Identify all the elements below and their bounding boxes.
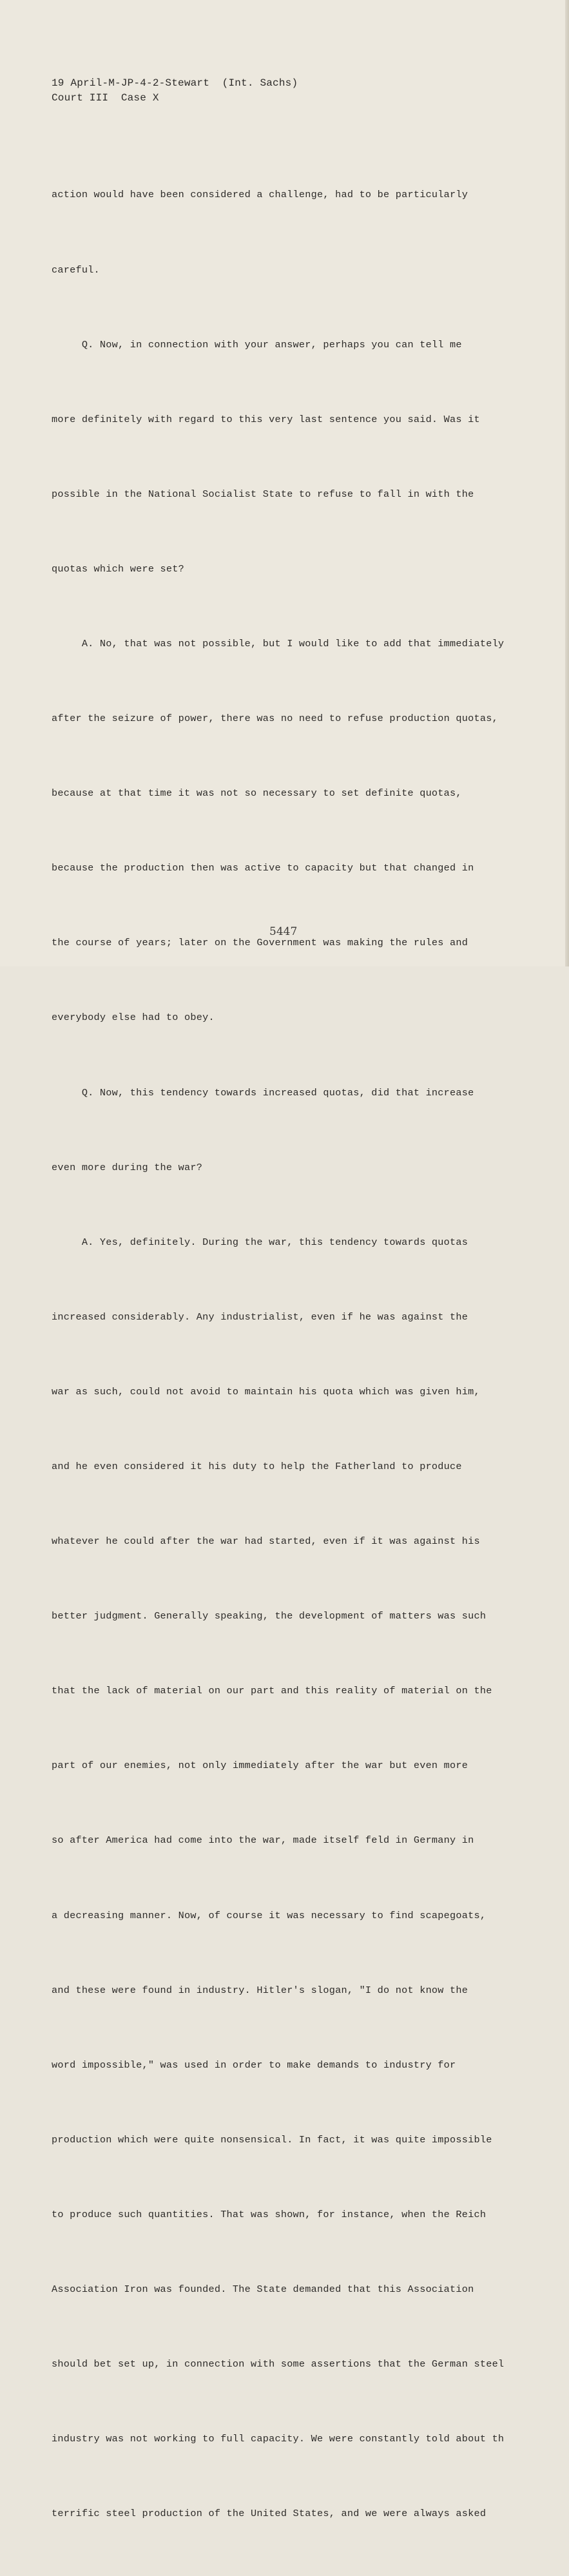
body-line: possible in the National Socialist State to refuse to fall in with the: [52, 488, 474, 500]
page-edge: [565, 0, 569, 966]
body-line: after the seizure of power, there was no need to refuse production quotas,: [52, 713, 498, 725]
body-line: increased considerably. Any industrialist, even if he was against the: [52, 1311, 468, 1323]
body-line: careful.: [52, 264, 100, 276]
body-line: terrific steel production of the United States, and we were always asked: [52, 2508, 487, 2520]
body-line: production which were quite nonsensical. In fact, it was quite impossible: [52, 2133, 492, 2146]
body-line: everybody else had to obey.: [52, 1012, 215, 1024]
body-line: better judgment. Generally speaking, the development of matters was such: [52, 1610, 487, 1622]
body-line: even more during the war?: [52, 1161, 203, 1173]
body-line: war as such, could not avoid to maintain his quota which was given him,: [52, 1385, 480, 1398]
body-line: and he even considered it his duty to help the Fatherland to produce: [52, 1461, 462, 1472]
body-line: should bet set up, in connection with some assertions that the German steel: [52, 2358, 505, 2370]
transcript-body: [52, 133, 528, 2576]
body-line: Association Iron was founded. The State demanded that this Association: [52, 2283, 474, 2296]
body-line: quotas which were set?: [52, 562, 185, 575]
body-line: to produce such quantities. That was shown, for instance, when the Reich: [52, 2208, 487, 2220]
body-line: because the production then was active to capacity but that changed in: [52, 862, 474, 874]
body-line: and these were found in industry. Hitler's slogan, "I do not know the: [52, 1984, 468, 1996]
body-line: A. Yes, definitely. During the war, this tendency towards quotas: [52, 1236, 468, 1248]
body-line: A. No, that was not possible, but I would like to add that immediately: [52, 637, 505, 649]
body-line: Q. Now, in connection with your answer, perhaps you can tell me: [52, 338, 462, 351]
body-line: word impossible," was used in order to make demands to industry for: [52, 2059, 456, 2071]
body-line: so after America had come into the war, made itself feld in Germany in: [52, 1834, 474, 1847]
body-line: because at that time it was not so necessary to set definite quotas,: [52, 787, 462, 800]
body-line: more definitely with regard to this very last sentence you said. Was it: [52, 413, 480, 425]
page-number: 5447: [269, 925, 298, 938]
body-line: part of our enemies, not only immediately after the war but even more: [52, 1760, 468, 1772]
body-line: a decreasing manner. Now, of course it was necessary to find scapegoats,: [52, 1909, 487, 1921]
body-line: the course of years; later on the Government was making the rules and: [52, 937, 468, 949]
header-reference-line: 19 April-M-JP-4-2-Stewart (Int. Sachs): [52, 77, 298, 89]
body-line: that the lack of material on our part and this reality of material on the: [52, 1685, 492, 1697]
body-line: action would have been considered a challenge, had to be particularly: [52, 189, 468, 201]
body-line: whatever he could after the war had started, even if it was against his: [52, 1535, 480, 1548]
body-line: industry was not working to full capacity. We were constantly told about th: [52, 2433, 505, 2445]
body-line: Q. Now, this tendency towards increased quotas, did that increase: [52, 1086, 474, 1099]
header-court-case-line: Court III Case X: [52, 92, 159, 104]
